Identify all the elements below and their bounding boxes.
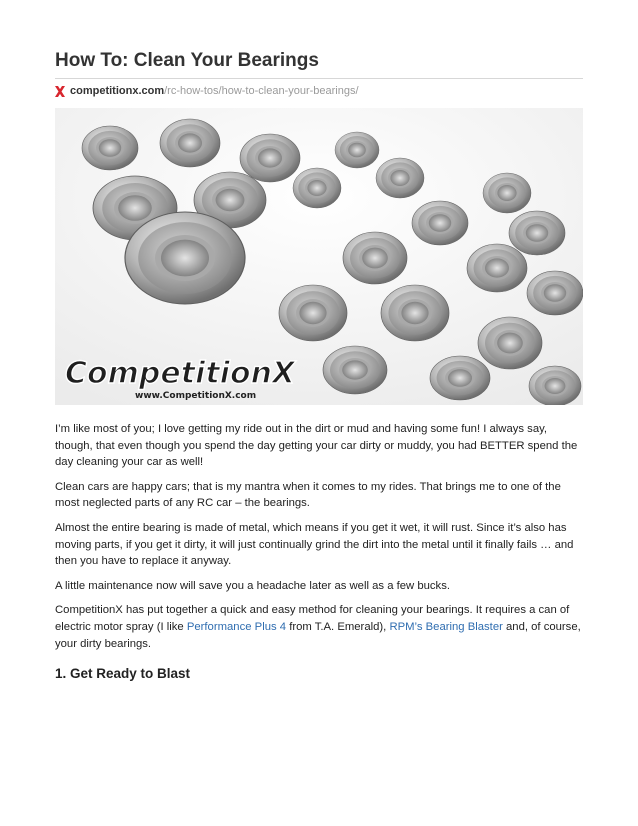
- hero-logo-text: CompetitionX: [65, 356, 296, 391]
- source-domain[interactable]: competitionx.com: [70, 85, 165, 97]
- competitionx-x-logo-icon: [55, 86, 65, 97]
- paragraph-method-text-1: CompetitionX has put together a quick and easy method for cleaning your bearings. It requires a can of electric motor spray (I like: [55, 604, 570, 633]
- paragraph-metal: Almost the entire bearing is made of metal, which means if you get it wet, it will rust. Since it’s also has moving parts, if you get it dirty, it will just continually grind the dirt into the metal until it finally fails … and then you have to replace it anyway.: [55, 521, 574, 568]
- title-divider: [55, 78, 583, 79]
- paragraph-maintenance: A little maintenance now will save you a headache later as well as a few bucks.: [55, 579, 450, 592]
- page-title: How To: Clean Your Bearings: [55, 50, 319, 71]
- source-path[interactable]: /rc-how-tos/how-to-clean-your-bearings/: [164, 85, 359, 97]
- paragraph-method-text-2: from T.A. Emerald),: [286, 620, 390, 633]
- hero-watermark-url: www.CompetitionX.com: [135, 391, 257, 401]
- article-body: [55, 421, 585, 683]
- paragraph-method: [55, 602, 585, 652]
- section-heading-get-ready: 1. Get Ready to Blast: [55, 666, 191, 682]
- link-rpm-bearing-blaster[interactable]: RPM’s Bearing Blaster: [389, 620, 503, 633]
- paragraph-clean-cars: Clean cars are happy cars; that is my mantra when it comes to my rides. That brings me to one of the most neglected parts of any RC car – the bearings.: [55, 480, 561, 510]
- link-performance-plus-4[interactable]: Performance Plus 4: [186, 620, 287, 633]
- paragraph-intro: I’m like most of you; I love getting my ride out in the dirt or mud and having some fun! I always say, though, that even though you spend the day getting your car dirty or muddy, you had BETTER spend the day cleaning your car as well!: [55, 423, 578, 469]
- hero-image-bearings: [55, 108, 583, 405]
- source-line: [55, 85, 359, 97]
- paragraph-method-text-3: and, of course, your dirty bearings.: [55, 620, 581, 650]
